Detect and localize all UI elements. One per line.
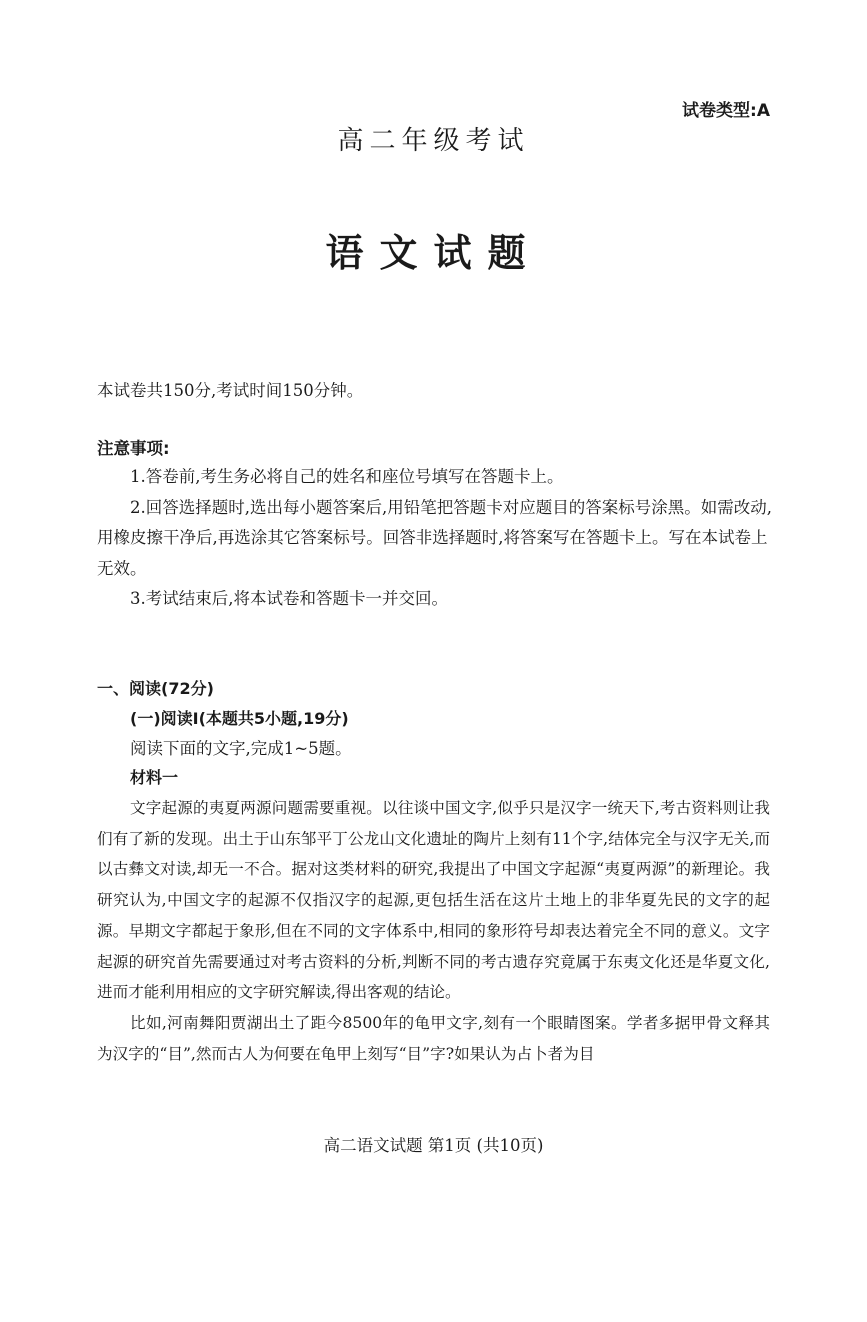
exam-intro: 本试卷共150分,考试时间150分钟。 bbox=[97, 381, 364, 400]
notice-item: 3.考试结束后,将本试卷和答题卡一并交回。 bbox=[130, 589, 448, 608]
subject-title: 语文试题 bbox=[325, 230, 542, 275]
notice-list bbox=[97, 462, 777, 615]
notice-item: 2.回答选择题时,选出每小题答案后,用铅笔把答题卡对应题目的答案标号涂黑。如需改动,用橡皮擦干净后,再选涂其它答案标号。回答非选择题时,将答案写在答题卡上。写在本试卷上无效。 bbox=[97, 497, 772, 578]
paper-type-label: 试卷类型:A bbox=[682, 101, 770, 121]
reading-passage bbox=[97, 793, 770, 1069]
material-heading: 材料一 bbox=[130, 768, 179, 787]
notice-item: 1.答卷前,考生务必将自己的姓名和座位号填写在答题卡上。 bbox=[130, 467, 564, 486]
exam-title: 高二年级考试 bbox=[337, 126, 530, 156]
passage-paragraph: 文字起源的夷夏两源问题需要重视。以往谈中国文字,似乎只是汉字一统天下,考古资料则让我们有了新的发现。出土于山东邹平丁公龙山文化遗址的陶片上刻有11个字,结体完全与汉字无关,而以古彝文对读,却无一不合。据对这类材料的研究,我提出了中国文字起源“夷夏两源”的新理论。我研究认为,中国文字的起源不仅指汉字的起源,更包括生活在这片土地上的非华夏先民的文字的起源。早期文字都起于象形,但在不同的文字体系中,相同的象形符号却表达着完全不同的意义。文字起源的研究首先需要通过对考古资料的分析,判断不同的考古遗存究竟属于东夷文化还是华夏文化,进而才能利用相应的文字研究解读,得出客观的结论。 bbox=[97, 799, 770, 1002]
page-footer: 高二语文试题 第1页 (共10页) bbox=[323, 1136, 544, 1155]
notice-heading: 注意事项: bbox=[97, 439, 170, 458]
reading-instruction: 阅读下面的文字,完成1~5题。 bbox=[130, 739, 352, 758]
section-heading: 一、阅读(72分) bbox=[97, 679, 214, 698]
subsection-heading: (一)阅读Ⅰ(本题共5小题,19分) bbox=[130, 709, 349, 728]
passage-paragraph: 比如,河南舞阳贾湖出土了距今8500年的龟甲文字,刻有一个眼睛图案。学者多据甲骨文释其为汉字的“目”,然而古人为何要在龟甲上刻写“目”字?如果认为占卜者为目 bbox=[97, 1013, 770, 1063]
